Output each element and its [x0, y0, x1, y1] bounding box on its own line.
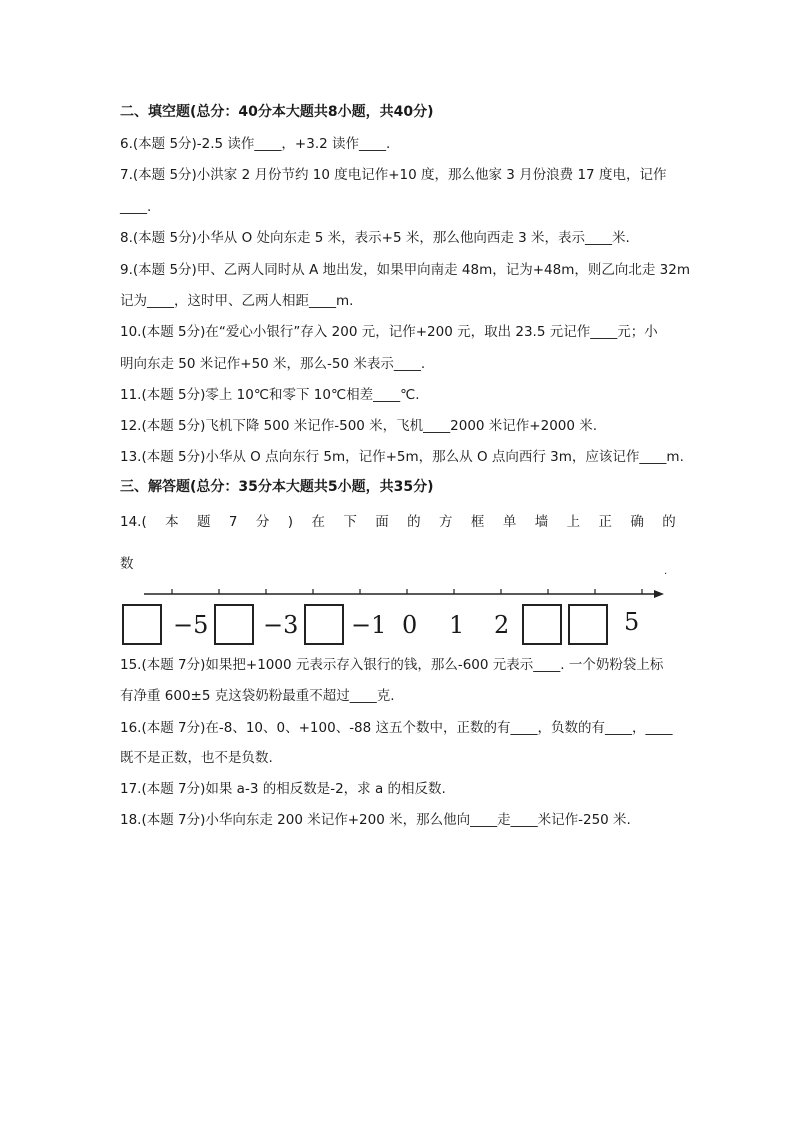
question-17: 17.(本题 7分)如果 a-3 的相反数是-2，求 a 的相反数. — [120, 781, 446, 797]
question-16-line2: 既不是正数，也不是负数. — [120, 750, 273, 766]
q14-char: 单 — [502, 514, 517, 530]
q14-char: 下 — [343, 514, 357, 530]
q14-char: 的 — [662, 514, 676, 530]
question-7-line1: 7.(本题 5分)小洪家 2 月份节约 10 度电记作+10 度，那么他家 3 月份浪费 17 度电，记作 — [120, 167, 667, 183]
q14-char: 确 — [630, 514, 644, 530]
q14-char: 墙 — [534, 514, 549, 530]
question-9-line2: 记为____，这时甲、乙两人相距____m. — [120, 293, 354, 309]
answer-box — [305, 605, 343, 644]
question-10-line2: 明向东走 50 米记作+50 米，那么-50 米表示____. — [120, 356, 426, 372]
q14-char: 正 — [598, 514, 612, 530]
number-label-2: 2 — [494, 611, 510, 639]
question-12: 12.(本题 5分)飞机下降 500 米记作-500 米，飞机____2000 米记作+2000 米. — [120, 418, 598, 434]
question-11: 11.(本题 5分)零上 10℃和零下 10℃相差____℃. — [120, 387, 420, 403]
number-label-neg1: −1 — [351, 611, 387, 639]
q14-char: 上 — [566, 514, 581, 530]
q14-char: 面 — [375, 514, 389, 530]
q14-char: 分 — [255, 514, 270, 530]
section2-heading: 二、填空题(总分：40分本大题共8小题，共40分) — [120, 104, 434, 120]
q14-char: 7 — [228, 514, 238, 530]
section3-heading: 三、解答题(总分：35分本大题共5小题，共35分) — [120, 479, 434, 495]
question-9-line1: 9.(本题 5分)甲、乙两人同时从 A 地出发，如果甲向南走 48m，记为+48m，则乙向北走 32m — [120, 262, 690, 278]
q14-char: 的 — [407, 514, 421, 530]
number-line-figure — [118, 582, 678, 652]
question-8: 8.(本题 5分)小华从 O 处向东走 5 米，表示+5 米，那么他向西走 3 米，表示____米. — [120, 230, 630, 246]
q14-char: 14.( — [120, 514, 147, 530]
number-label-0: 0 — [402, 611, 418, 639]
q14-char: 题 — [197, 514, 211, 530]
question-16-line1: 16.(本题 7分)在-8、10、0、+100、-88 这五个数中，正数的有____，负数的有____，____ — [120, 720, 673, 736]
trailing-dot: . — [664, 566, 668, 577]
q14-char: 方 — [439, 514, 453, 530]
number-label-neg5: −5 — [173, 611, 209, 639]
question-13: 13.(本题 5分)小华从 O 点向东行 5m，记作+5m，那么从 O 点向西行 3m，应该记作____m. — [120, 449, 684, 465]
question-6: 6.(本题 5分)-2.5 读作____，+3.2 读作____. — [120, 136, 391, 152]
number-line-arrow — [654, 590, 664, 598]
answer-box — [123, 605, 161, 644]
number-label-neg3: −3 — [263, 611, 299, 639]
question-10-line1: 10.(本题 5分)在“爱心小银行”存入 200 元，记作+200 元，取出 23.5 元记作____元；小 — [120, 324, 658, 340]
question-18: 18.(本题 7分)小华向东走 200 米记作+200 米，那么他向____走____米记作-250 米. — [120, 812, 631, 828]
answer-box — [569, 605, 607, 644]
question-14-line2: 数 — [120, 556, 134, 572]
answer-box — [215, 605, 253, 644]
q14-char: 在 — [311, 514, 325, 530]
question-7-line2: ____. — [120, 199, 152, 215]
number-label-1: 1 — [449, 611, 465, 639]
number-label-5: 5 — [624, 608, 640, 636]
question-14-line1 — [120, 512, 676, 532]
q14-char: 本 — [165, 514, 179, 530]
question-15-line2: 有净重 600±5 克这袋奶粉最重不超过____克. — [120, 688, 395, 704]
question-15-line1: 15.(本题 7分)如果把+1000 元表示存入银行的钱，那么-600 元表示____. 一个奶粉袋上标 — [120, 657, 664, 673]
q14-char: ) — [287, 514, 294, 530]
number-line-ticks — [172, 589, 642, 594]
q14-char: 框 — [470, 514, 485, 530]
answer-box — [523, 605, 561, 644]
